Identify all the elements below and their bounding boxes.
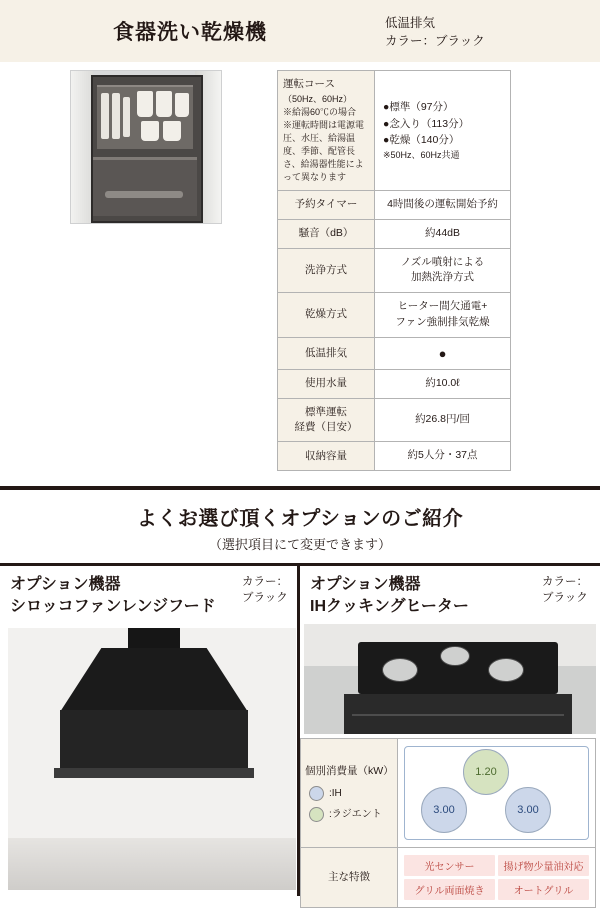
course-label-main: 運転コース	[283, 78, 335, 90]
course-line-3: ●乾燥（140分）	[383, 134, 460, 147]
wash-line-2: 加熱洗浄方式	[411, 271, 474, 284]
table-row	[301, 739, 596, 848]
ih-name: IHクッキングヒーター	[310, 597, 469, 615]
table-row	[278, 370, 511, 399]
course-label-sub3: ※運転時間は電源電圧、水圧、給湯温度、季節、配管長さ、給湯器性能によって異なります	[283, 119, 365, 183]
ih-power-label: 個別消費量（kW）	[305, 765, 394, 778]
ih-name-block	[310, 574, 530, 617]
photo-cup	[175, 93, 189, 117]
spec-value-course	[375, 71, 511, 191]
dishwasher-color-block	[385, 14, 485, 50]
dry-line-1: ヒーター間欠通電+	[397, 300, 488, 313]
table-row	[301, 848, 596, 908]
options-header	[0, 496, 600, 563]
legend-label-radiant: :ラジエント	[329, 808, 382, 820]
ih-ring-right	[488, 658, 524, 682]
ih-feature-grid	[402, 853, 591, 902]
spec-label-capacity: 収納容量	[278, 442, 375, 471]
table-row	[278, 219, 511, 248]
hood-counter	[8, 838, 296, 890]
spec-value-noise: 約44dB	[375, 219, 511, 248]
photo-cup	[137, 91, 153, 117]
spec-label-wash: 洗浄方式	[278, 248, 375, 293]
legend-dot-radiant-icon	[309, 807, 324, 822]
spec-value-dry	[375, 293, 511, 338]
option-card-range-hood	[0, 566, 296, 896]
legend-label-ih: :IH	[329, 787, 342, 799]
spec-value-wash	[375, 248, 511, 293]
table-row	[278, 71, 511, 191]
dishwasher-header	[0, 0, 600, 62]
options-title: よくお選び頂くオプションのご紹介	[136, 508, 464, 530]
spec-label-cost	[278, 398, 375, 441]
photo-plate	[112, 93, 120, 139]
spec-value-cost: 約26.8円/回	[375, 398, 511, 441]
ih-ring-left	[382, 658, 418, 682]
ih-kicker: オプション機器	[310, 576, 421, 593]
ih-color-value: ブラック	[542, 592, 588, 605]
hood-color-block	[242, 574, 288, 606]
spec-value-water: 約10.0ℓ	[375, 370, 511, 399]
hood-kicker: オプション機器	[10, 576, 121, 593]
spec-label-course	[278, 71, 375, 191]
photo-plate	[123, 97, 130, 137]
wash-line-1: ノズル噴射による	[400, 255, 485, 268]
ih-heater-photo	[304, 624, 596, 734]
photo-drawer-front	[93, 157, 197, 216]
dishwasher-color-label: 低温排気	[385, 16, 436, 30]
course-label-sub2: ※給湯60℃の場合	[283, 106, 357, 117]
spec-label-dry: 乾燥方式	[278, 293, 375, 338]
cost-label-1: 標準運転	[305, 405, 347, 418]
dry-line-2: ファン強制排気乾燥	[395, 315, 490, 328]
section-divider	[0, 482, 600, 496]
table-row	[278, 191, 511, 220]
dishwasher-photo	[70, 70, 222, 224]
hood-name-block	[10, 574, 230, 617]
ih-features-label: 主な特徴	[301, 848, 398, 908]
burner-right-ih: 3.00	[505, 787, 551, 833]
cost-label-2: 経費（目安）	[294, 421, 358, 434]
table-row	[278, 398, 511, 441]
dishwasher-color-value: カラー：ブラック	[385, 34, 485, 49]
option-card-ih-heater	[300, 566, 596, 896]
spec-value-lowtemp: ●	[375, 337, 511, 370]
feature-chip: 光センサー	[404, 855, 495, 876]
hood-lip	[54, 768, 254, 778]
ih-legend-ih	[305, 786, 393, 801]
hood-color-value: ブラック	[242, 592, 288, 605]
ih-legend-radiant	[305, 807, 393, 822]
course-line-2: ●念入り（113分）	[383, 117, 470, 130]
ih-hob-surface	[358, 642, 558, 694]
feature-chip: 揚げ物少量油対応	[498, 855, 589, 876]
ih-spec-table	[300, 738, 596, 908]
ih-burner-diagram	[404, 746, 589, 840]
ih-power-cell	[301, 739, 398, 848]
photo-cup	[163, 121, 181, 141]
options-subtitle: （選択項目にて変更できます）	[208, 537, 391, 552]
ih-burner-diagram-cell	[398, 739, 596, 848]
table-row	[278, 293, 511, 338]
spec-label-timer: 予約タイマー	[278, 191, 375, 220]
spec-label-noise: 騒音（dB）	[278, 219, 375, 248]
ih-color-label: カラー：	[542, 576, 588, 588]
hood-name: シロッコファンレンジフード	[10, 597, 216, 615]
hood-color-label: カラー：	[242, 576, 288, 588]
options-columns	[0, 566, 600, 896]
range-hood-photo	[8, 628, 296, 890]
spec-value-timer: 4時間後の運転開始予約	[375, 191, 511, 220]
course-label-sub1: （50Hz、60Hz）	[283, 93, 353, 104]
dishwasher-title: 食器洗い乾燥機	[113, 21, 267, 44]
dishwasher-body	[0, 62, 600, 482]
ih-grill-drawer-line	[352, 714, 564, 716]
legend-dot-ih-icon	[309, 786, 324, 801]
spec-value-capacity: 約5人分・37点	[375, 442, 511, 471]
ih-ring-rear	[440, 646, 470, 666]
burner-left-ih: 3.00	[421, 787, 467, 833]
spec-label-lowtemp: 低温排気	[278, 337, 375, 370]
photo-wall-left	[71, 71, 93, 223]
course-value-note: ※50Hz、60Hz共通	[383, 150, 460, 161]
table-row	[278, 442, 511, 471]
spec-label-water: 使用水量	[278, 370, 375, 399]
course-line-1: ●標準（97分）	[383, 100, 454, 113]
photo-drawer-handle	[105, 191, 183, 198]
photo-cup	[141, 121, 159, 141]
table-row	[278, 248, 511, 293]
hood-body	[60, 710, 248, 772]
photo-plate	[101, 93, 109, 139]
burner-rear-radiant: 1.20	[463, 749, 509, 795]
divider-bar	[0, 486, 600, 490]
ih-color-block	[542, 574, 588, 606]
photo-cup	[156, 91, 172, 117]
dishwasher-spec-table	[277, 70, 511, 471]
feature-chip: オートグリル	[498, 879, 589, 900]
ih-features-cell	[398, 848, 596, 908]
feature-chip: グリル両面焼き	[404, 879, 495, 900]
table-row	[278, 337, 511, 370]
